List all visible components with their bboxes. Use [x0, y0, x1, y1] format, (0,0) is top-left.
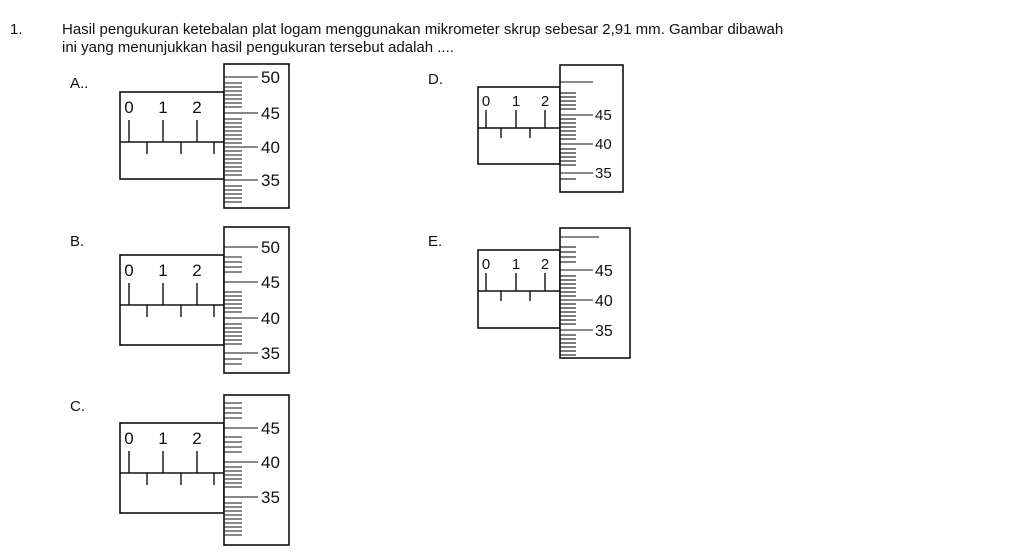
main-scale-label-2: 2 [192, 261, 202, 280]
thimble-label-50: 50 [261, 238, 280, 257]
main-scale-label-2: 2 [192, 429, 202, 448]
thimble-label-40: 40 [261, 138, 280, 157]
main-scale-label-0: 0 [124, 261, 134, 280]
thimble-label-45: 45 [595, 107, 612, 124]
main-scale-label-2: 2 [540, 93, 550, 110]
main-scale-label-0: 0 [481, 256, 491, 273]
main-scale-lower-ticks [147, 305, 214, 317]
main-scale-label-0: 0 [124, 429, 134, 448]
thimble-label-45: 45 [261, 419, 280, 438]
thimble-label-40: 40 [261, 309, 280, 328]
question-number: 1. [10, 21, 23, 38]
thimble-label-35: 35 [261, 488, 280, 507]
question-line-2: ini yang menunjukkan hasil pengukuran tersebut adalah .... [62, 39, 454, 56]
thimble-label-45: 45 [261, 273, 280, 292]
main-scale-label-0: 0 [124, 98, 134, 117]
micrometer-e[interactable] [473, 225, 633, 362]
main-scale-lower-ticks [147, 142, 214, 154]
option-b-label[interactable]: B. [70, 233, 85, 250]
main-scale-upper-ticks [129, 120, 197, 142]
micrometer-a[interactable] [115, 62, 305, 212]
micrometer-b[interactable] [115, 225, 305, 377]
thimble-label-40: 40 [595, 136, 612, 153]
main-scale-label-1: 1 [158, 261, 168, 280]
question-line-1: Hasil pengukuran ketebalan plat logam menggunakan mikrometer skrup sebesar 2,91 mm. Gambar dibawah [62, 21, 784, 38]
option-a-label[interactable]: A.. [70, 75, 89, 92]
thimble-label-35: 35 [261, 344, 280, 363]
option-c-label[interactable]: C. [70, 398, 85, 415]
thimble-label-40: 40 [595, 293, 613, 310]
micrometer-d[interactable] [473, 62, 633, 196]
thimble-label-50: 50 [261, 68, 280, 87]
option-e-label[interactable]: E. [428, 233, 443, 250]
main-scale-label-1: 1 [158, 429, 168, 448]
main-scale-upper-ticks [486, 273, 545, 291]
main-scale-upper-ticks [486, 110, 545, 128]
thimble-label-35: 35 [595, 323, 613, 340]
micrometer-c[interactable] [115, 393, 305, 549]
thimble-label-35: 35 [261, 171, 280, 190]
question-text [62, 21, 992, 57]
thimble-label-40: 40 [261, 453, 280, 472]
main-scale-label-0: 0 [481, 93, 491, 110]
main-scale-upper-ticks [129, 283, 197, 305]
main-scale-lower-ticks [501, 128, 530, 138]
thimble-label-45: 45 [595, 263, 613, 280]
main-scale-label-1: 1 [511, 256, 521, 273]
main-scale-label-1: 1 [158, 98, 168, 117]
option-d-label[interactable]: D. [428, 71, 443, 88]
main-scale-upper-ticks [129, 451, 197, 473]
thimble-label-35: 35 [595, 165, 612, 182]
main-scale-lower-ticks [501, 291, 530, 301]
main-scale-label-1: 1 [511, 93, 521, 110]
main-scale-lower-ticks [147, 473, 214, 485]
thimble-label-45: 45 [261, 104, 280, 123]
main-scale-label-2: 2 [192, 98, 202, 117]
main-scale-label-2: 2 [540, 256, 550, 273]
